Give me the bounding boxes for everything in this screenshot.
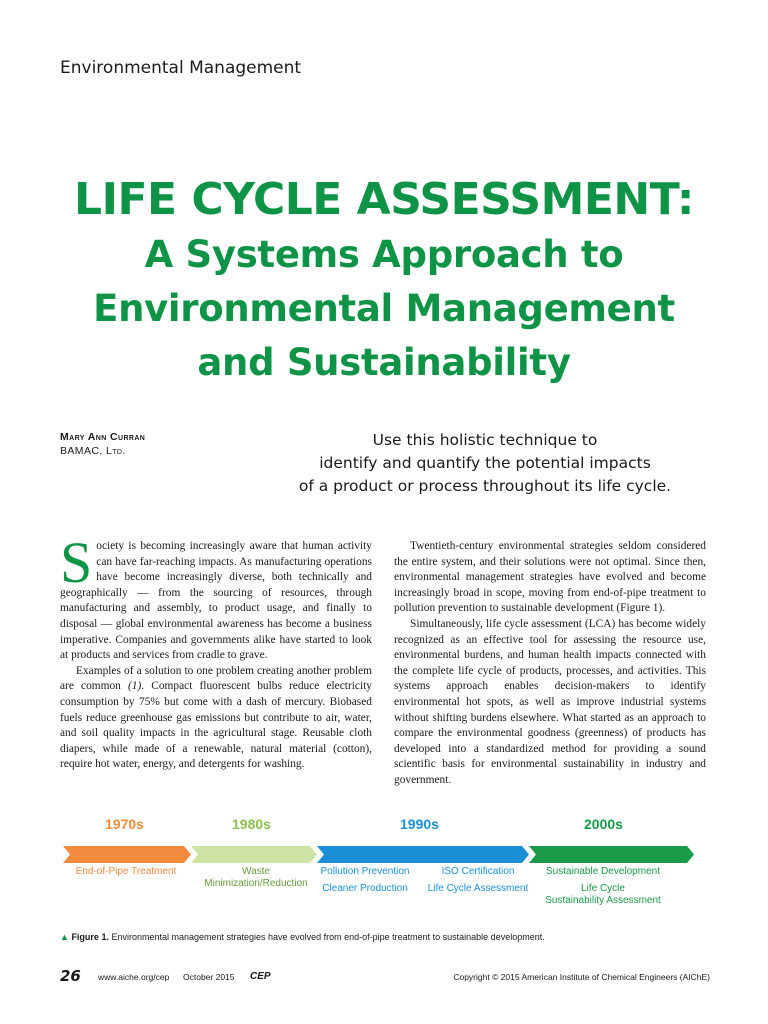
paragraph-text: ociety is becoming increasingly aware that human activity can have far-reaching impacts. As manufacturing operations have become increasingly diverse, both technically and geographically — from the sourcing of resources, through manufacturing and assembly, to product usage, and finally to disposal — global environmental awareness has become a business imperative. Companies and governments alike have started to look at products and services from cradle to grave. [60, 540, 372, 662]
drop-cap: S [60, 530, 93, 595]
journal-logo: CEP [250, 971, 271, 982]
label-cleaner-production: Cleaner Production [322, 883, 408, 894]
body-column-right [394, 539, 706, 789]
paragraph: Simultaneously, life cycle assessment (LCA) has become widely recognized as an effective tool for assessing the resource use, environmental burdens, and human health impacts connected with the complete life cycle of products, processes, and activities. This systems approach enables decision-makers to identify environmental hot spots, as well as improve industrial systems without shifting burdens elsewhere. What started as an approach to compare the environmental goodness (greenness) of products has developed into a standardized method for providing a sound scientific basis for environmental sustainability in industry and government. [394, 617, 706, 786]
label-pollution-prevention: Pollution Prevention [320, 866, 410, 877]
label-waste-line-1: Waste [242, 866, 270, 877]
figure-caption [60, 932, 545, 942]
footer-url[interactable]: www.aiche.org/cep [98, 972, 170, 982]
paragraph-text: . Compact fluorescent bulbs reduce electricity consumption by 75% but come with a dash of mercury. Biobased fuels reduce greenhouse gas emissions but contribute to air, water, and soil quality impacts in the agricultural stage. Reusable cloth diapers, while made of a renewable, natural material (cotton), require hot water, energy, and detergents for washing. [60, 680, 372, 771]
article-deck [280, 429, 690, 498]
deck-line-2: identify and quantify the potential impacts [319, 454, 651, 472]
deck-line-1: Use this holistic technique to [372, 431, 598, 449]
arrow-1990s [317, 846, 529, 863]
label-waste-line-2: Minimization/Reduction [204, 878, 308, 889]
section-label: Environmental Management [60, 58, 302, 78]
label-life-cycle-assessment: Life Cycle Assessment [427, 883, 529, 894]
article-title [0, 172, 768, 390]
paragraph [60, 664, 372, 773]
author-name: Mary Ann Curran [60, 431, 146, 443]
copyright-notice: Copyright © 2015 American Institute of Chemical Engineers (AIChE) [453, 972, 710, 982]
label-lcsa-line-1: Life Cycle [581, 883, 625, 894]
arrow-1980s [191, 846, 317, 863]
title-sub-line-2: Environmental Management [93, 287, 675, 330]
decade-label-2000s: 2000s [584, 816, 623, 832]
author-byline [60, 431, 145, 457]
paragraph [60, 530, 372, 664]
paragraph-text: Examples of a solution to one problem creating another problem are common [60, 664, 372, 693]
caption-label: Figure 1. [71, 932, 109, 942]
decade-label-1990s: 1990s [400, 816, 439, 832]
body-column-left [60, 530, 372, 773]
title-sub-line-3: and Sustainability [197, 341, 571, 384]
arrow-2000s [529, 846, 694, 863]
reference-marker: (1) [128, 680, 142, 693]
caption-text: Environmental management strategies have evolved from end-of-pipe treatment to sustainable development. [111, 932, 545, 942]
label-iso-certification: ISO Certification [441, 866, 515, 877]
author-affiliation: BAMAC, Ltd. [60, 445, 126, 457]
arrow-1970s [63, 846, 191, 863]
page-footer [60, 967, 710, 986]
paragraph: Twentieth-century environmental strategies seldom considered the entire system, and their solutions were not optimal. Since then, environmental management strategies have evolved and become increasingly broad in scope, moving from end-of-pipe treatment to pollution prevention to sustainable development (Figure 1). [394, 540, 706, 615]
figure-1-timeline [60, 816, 700, 916]
label-lcsa-line-2: Sustainability Assessment [545, 895, 661, 906]
deck-line-3: of a product or process throughout its life cycle. [298, 477, 672, 495]
label-end-of-pipe: End-of-Pipe Treatment [75, 866, 177, 877]
page-number: 26 [60, 967, 81, 985]
decade-label-1970s: 1970s [105, 816, 144, 832]
decade-label-1980s: 1980s [232, 816, 271, 832]
label-sustainable-development: Sustainable Development [546, 866, 660, 877]
title-sub-line-1: A Systems Approach to [144, 233, 624, 276]
footer-issue-date: October 2015 [183, 972, 235, 982]
title-main: LIFE CYCLE ASSESSMENT: [74, 174, 694, 225]
caption-triangle-icon: ▲ [60, 932, 69, 942]
